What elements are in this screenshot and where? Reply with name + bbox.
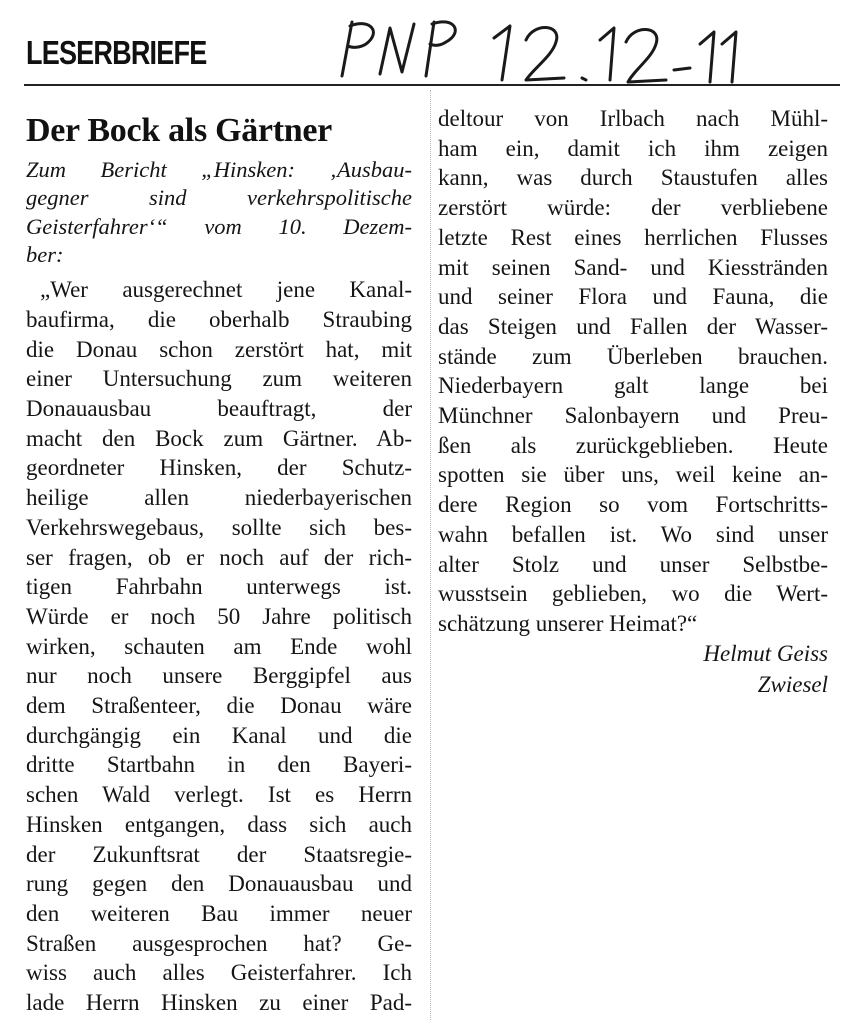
section-title: LESERBRIEFE xyxy=(26,34,207,71)
article-column-1 xyxy=(26,110,412,1018)
letter-line: letzte Rest eines herrlichen Flusses xyxy=(438,224,828,250)
intro-line: gegner sind verkehrspolitische xyxy=(26,185,412,211)
letter-line: spotten sie über uns, weil keine an- xyxy=(438,462,828,488)
letter-line: zerstört würde: der verbliebene xyxy=(438,195,828,221)
letter-line: schätzung unserer Heimat?“ xyxy=(438,610,698,636)
letter-line: Verkehrswegebaus, sollte sich bes- xyxy=(26,514,412,540)
handwritten-date-note xyxy=(330,14,750,86)
handwriting-drawing xyxy=(330,14,750,86)
intro-line: Zum Bericht „Hinsken: ‚Ausbau- xyxy=(26,157,412,182)
letter-line: alter Stolz und unser Selbstbe- xyxy=(438,551,828,577)
letter-line: ser fragen, ob er noch auf der rich- xyxy=(26,544,412,570)
letter-line: „Wer ausgerechnet jene Kanal- xyxy=(40,277,412,303)
letter-line: Hinsken entgangen, dass sich auch xyxy=(26,811,412,837)
article-intro xyxy=(26,156,412,269)
letter-line: ham ein, damit ich ihm zeigen xyxy=(438,135,828,161)
letter-line: der Zukunftsrat der Staatsregie- xyxy=(26,841,412,867)
letter-line: stände zum Überleben brauchen. xyxy=(438,343,828,369)
letter-line: lade Herrn Hinsken zu einer Pad- xyxy=(26,990,412,1016)
letter-line: nur noch unsere Berggipfel aus xyxy=(26,663,412,689)
letter-line: tigen Fahrbahn unterwegs ist. xyxy=(26,574,412,600)
letter-body-part-2 xyxy=(438,104,828,639)
intro-line: Geisterfahrer‘“ vom 10. Dezem- xyxy=(26,213,412,239)
letter-line: kann, was durch Staustufen alles xyxy=(438,165,828,191)
header-rule xyxy=(24,84,840,86)
letter-line: Straßen ausgesprochen hat? Ge- xyxy=(26,930,412,956)
signature-block xyxy=(438,639,828,701)
letter-line: wiss auch alles Geisterfahrer. Ich xyxy=(26,960,412,986)
letter-line: das Steigen und Fallen der Wasser- xyxy=(438,313,828,339)
article-headline: Der Bock als Gärtner xyxy=(26,112,332,149)
author-city: Zwiesel xyxy=(757,671,828,697)
letter-line: dere Region so vom Fortschritts- xyxy=(438,492,828,518)
author-name: Helmut Geiss xyxy=(703,640,828,666)
letter-line: wahn befallen ist. Wo sind unser xyxy=(438,521,828,547)
letter-line: ßen als zurückgeblieben. Heute xyxy=(438,432,828,458)
letter-line: schen Wald verlegt. Ist es Herrn xyxy=(26,782,412,808)
letter-line: die Donau schon zerstört hat, mit xyxy=(26,336,412,362)
letter-line: mit seinen Sand- und Kiesstränden xyxy=(438,254,828,280)
intro-line: ber: xyxy=(26,241,64,267)
letter-body-part-1 xyxy=(26,275,412,1018)
letter-line: heilige allen niederbayerischen xyxy=(26,485,412,511)
letter-line: Münchner Salonbayern und Preu- xyxy=(438,403,828,429)
letter-line: Würde er noch 50 Jahre politisch xyxy=(26,603,412,629)
letter-line: deltour von Irlbach nach Mühl- xyxy=(438,106,828,131)
letter-line: wusstsein geblieben, wo die Wert- xyxy=(438,581,828,607)
article-column-2 xyxy=(438,104,828,701)
letter-line: macht den Bock zum Gärtner. Ab- xyxy=(26,425,412,451)
letter-line: und seiner Flora und Fauna, die xyxy=(438,284,828,310)
column-divider xyxy=(430,90,431,1020)
letter-line: dem Straßenteer, die Donau wäre xyxy=(26,693,412,719)
letter-line: Donauausbau beauftragt, der xyxy=(26,396,412,421)
letter-line: geordneter Hinsken, der Schutz- xyxy=(26,455,412,481)
letter-line: Niederbayern galt lange bei xyxy=(438,373,828,399)
letter-line: einer Untersuchung zum weiteren xyxy=(26,366,412,392)
letter-line: dritte Startbahn in den Bayeri- xyxy=(26,752,412,778)
letter-line: den weiteren Bau immer neuer xyxy=(26,900,412,926)
letter-line: baufirma, die oberhalb Straubing xyxy=(26,306,412,332)
letter-line: rung gegen den Donauausbau und xyxy=(26,871,412,897)
letter-line: durchgängig ein Kanal und die xyxy=(26,722,412,748)
letter-line: wirken, schauten am Ende wohl xyxy=(26,633,412,659)
